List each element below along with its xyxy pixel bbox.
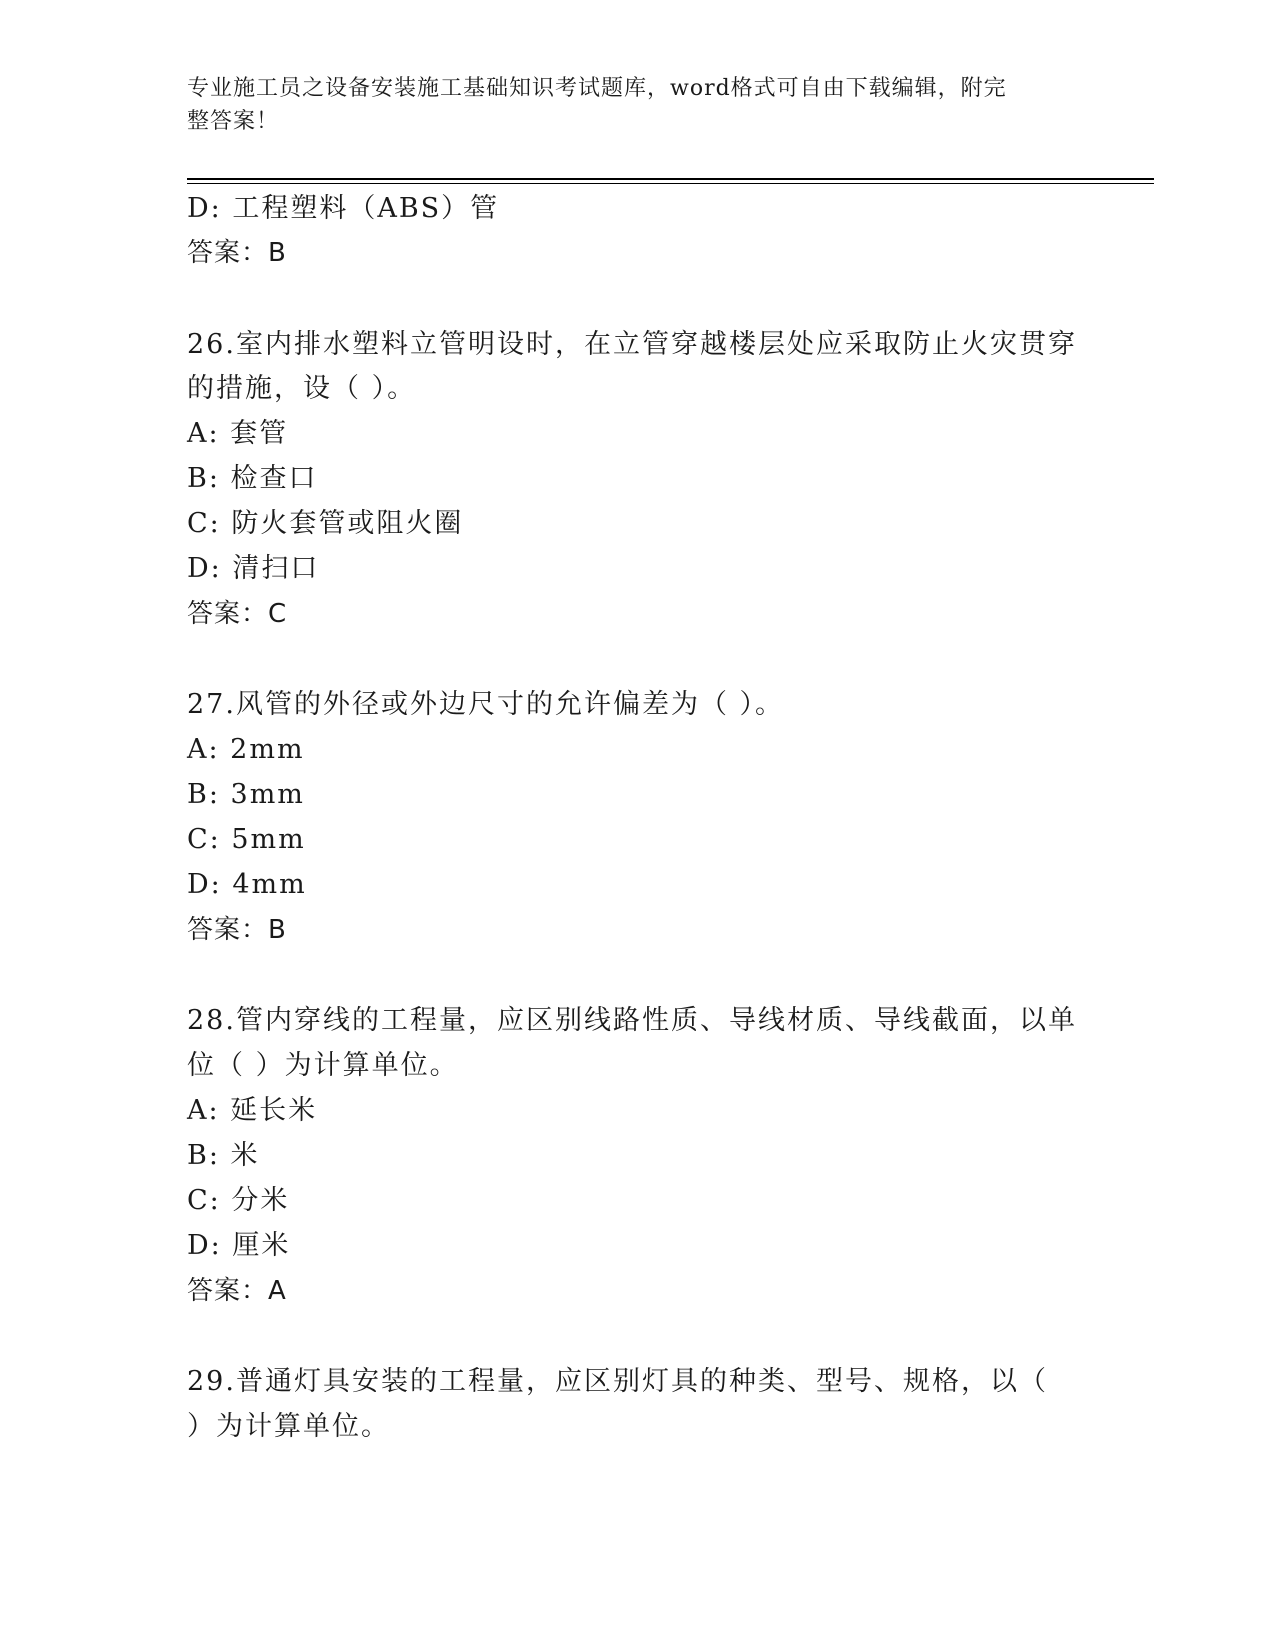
header-line-1: 专业施工员之设备安装施工基础知识考试题库，word格式可自由下载编辑，附完 (187, 76, 1007, 101)
document-header (187, 72, 1067, 138)
header-line-2: 整答案！ (187, 109, 280, 134)
q27-answer: 答案：B (187, 915, 287, 945)
q26-answer: 答案：C (187, 599, 288, 629)
q28-option-d: D: 厘米 (187, 1230, 291, 1261)
q27-option-b: B: 3mm (187, 779, 305, 810)
q26-question-line-1: 26.室内排水塑料立管明设时，在立管穿越楼层处应采取防止火灾贯穿 (187, 329, 1077, 360)
q28-option-c: C: 分米 (187, 1185, 290, 1216)
q26-option-a: A: 套管 (187, 418, 289, 449)
q26-option-c: C: 防火套管或阻火圈 (187, 508, 464, 539)
header-divider-bottom (187, 183, 1154, 184)
q27-option-a: A: 2mm (187, 734, 305, 765)
q26-option-d: D: 清扫口 (187, 553, 320, 584)
q27-option-d: D: 4mm (187, 869, 307, 900)
q26-option-b: B: 检查口 (187, 463, 318, 494)
q25-option-d: D: 工程塑料（ABS）管 (187, 193, 500, 224)
q25-answer: 答案：B (187, 238, 287, 268)
header-divider-top (187, 178, 1154, 180)
q28-option-a: A: 延长米 (187, 1095, 318, 1126)
q28-answer: 答案：A (187, 1276, 287, 1306)
q27-question-line-1: 27.风管的外径或外边尺寸的允许偏差为（ ）。 (187, 689, 785, 720)
q27-option-c: C: 5mm (187, 824, 306, 855)
q29-question-line-2: ）为计算单位。 (187, 1411, 390, 1442)
q28-question-line-1: 28.管内穿线的工程量，应区别线路性质、导线材质、导线截面，以单 (187, 1005, 1077, 1036)
q28-question-line-2: 位（ ）为计算单位。 (187, 1050, 459, 1081)
q26-question-line-2: 的措施，设（ ）。 (187, 373, 417, 404)
q29-question-line-1: 29.普通灯具安装的工程量，应区别灯具的种类、型号、规格，以（ (187, 1366, 1048, 1397)
q28-option-b: B: 米 (187, 1140, 260, 1171)
